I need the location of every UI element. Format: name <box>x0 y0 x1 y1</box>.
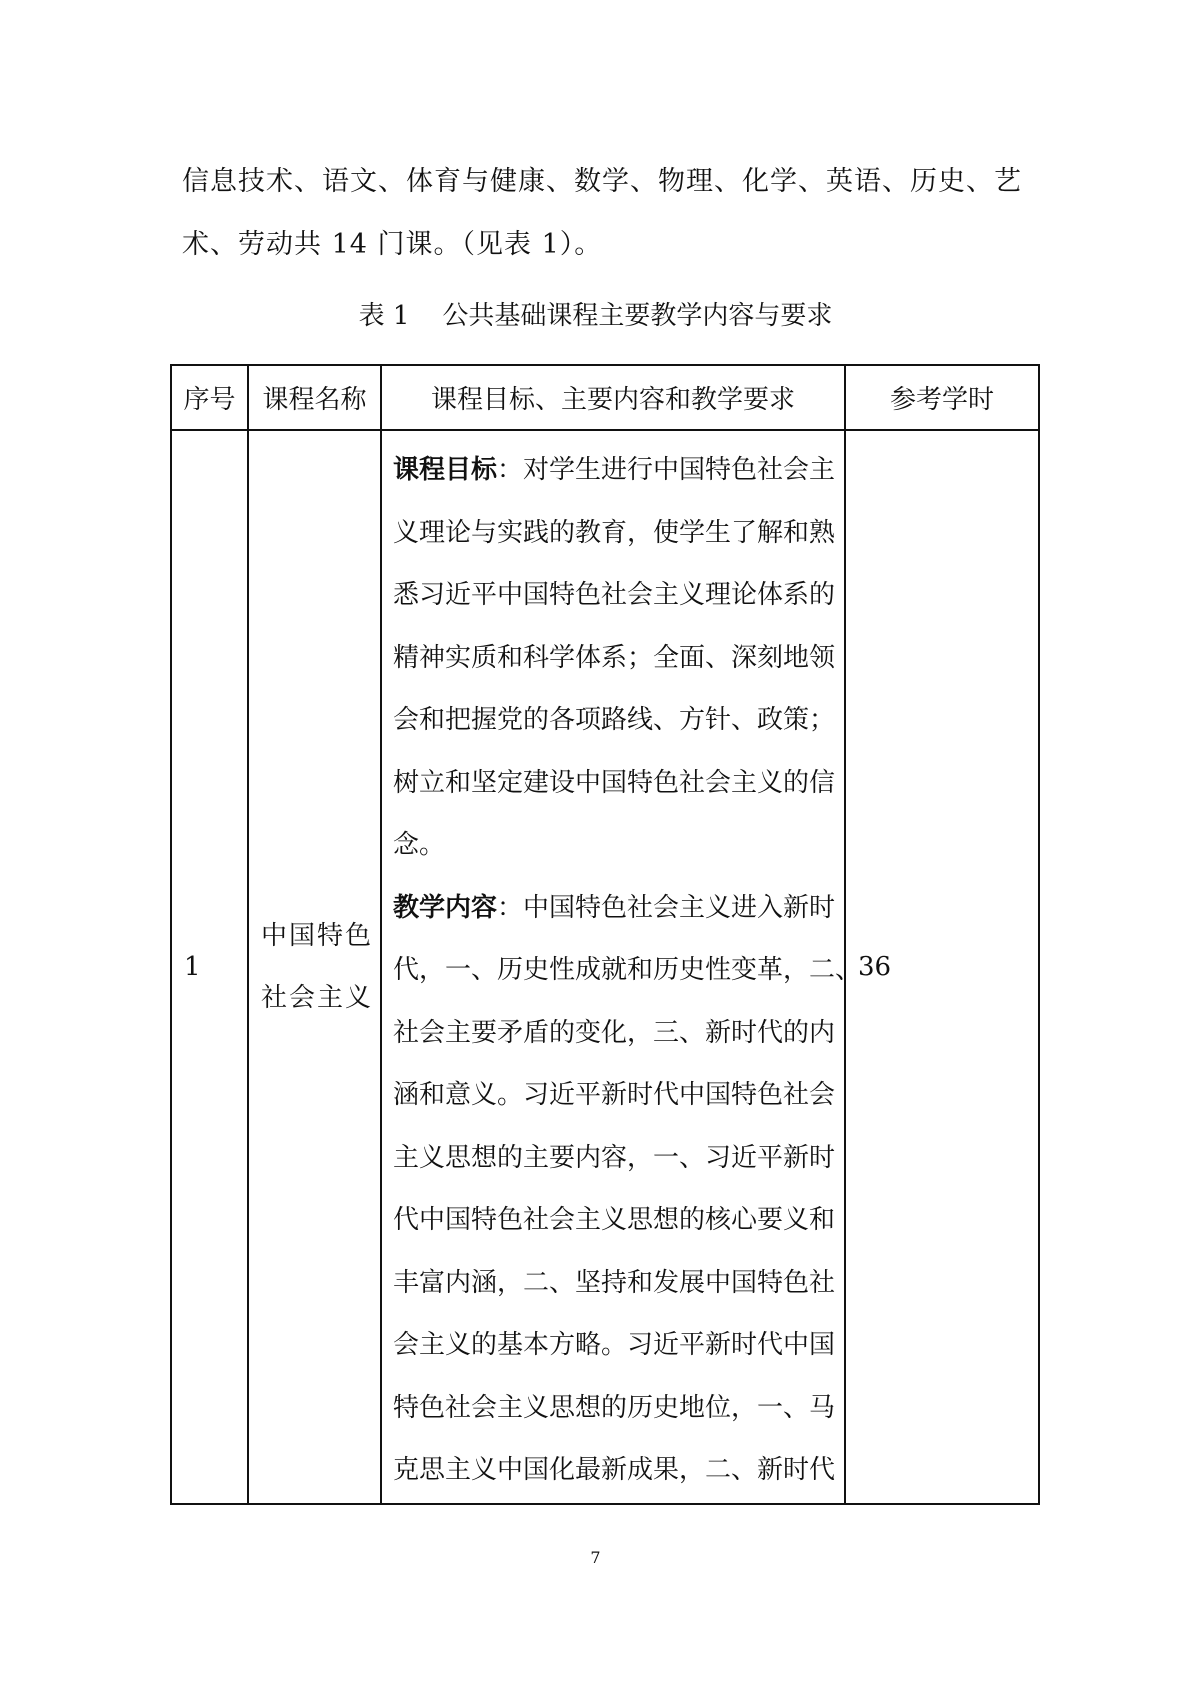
content-line: 悉习近平中国特色社会主义理论体系的 <box>393 580 836 610</box>
content-label: 教学内容 <box>393 892 498 923</box>
content-line: 代中国特色社会主义思想的核心要义和 <box>393 1205 836 1235</box>
content-line: 念。 <box>393 830 446 860</box>
cell-hours: 36 <box>845 430 1039 1504</box>
intro-line: 信息技术、语文、体育与健康、数学、物理、化学、英语、历史、艺 <box>182 166 1022 197</box>
content-line: 特色社会主义思想的历史地位，一、马 <box>393 1392 836 1423</box>
course-name-line: 社会主义 <box>261 983 374 1013</box>
content-line: 精神实质和科学体系；全面、深刻地领 <box>393 642 836 673</box>
content-line: 会和把握党的各项路线、方针、政策； <box>393 705 836 735</box>
cell-course-name <box>248 430 381 1504</box>
course-table <box>170 364 1040 1505</box>
table-row <box>171 430 1039 1504</box>
goal-label: 课程目标 <box>393 455 498 485</box>
cell-content <box>381 430 862 1504</box>
content-line: 克思主义中国化最新成果，二、新时代 <box>393 1455 836 1485</box>
content-line: 丰富内涵，二、坚持和发展中国特色社 <box>393 1267 836 1298</box>
content-line: 代，一、历史性成就和历史性变革，二、 <box>393 955 862 985</box>
cell-seq: 1 <box>171 430 248 1504</box>
course-name-line: 中国特色 <box>261 921 374 951</box>
page-number: 7 <box>590 1548 601 1567</box>
header-content: 课程目标、主要内容和教学要求 <box>381 365 845 430</box>
intro-line: 术、劳动共 14 门课。（见表 1）。 <box>182 229 603 260</box>
header-course-name: 课程名称 <box>248 365 381 430</box>
content-line: 会主义的基本方略。习近平新时代中国 <box>393 1330 836 1360</box>
content-line: 社会主要矛盾的变化，三、新时代的内 <box>393 1017 836 1048</box>
content-text: ：中国特色社会主义进入新时 <box>497 892 836 923</box>
content-line: 树立和坚定建设中国特色社会主义的信 <box>393 767 836 798</box>
table-caption: 表 1 公共基础课程主要教学内容与要求 <box>358 301 833 331</box>
goal-text: ：对学生进行中国特色社会主 <box>497 455 836 485</box>
intro-paragraph <box>182 150 1022 276</box>
header-seq: 序号 <box>171 365 248 430</box>
content-line: 涵和意义。习近平新时代中国特色社会 <box>393 1080 836 1110</box>
content-line: 主义思想的主要内容，一、习近平新时 <box>393 1142 836 1173</box>
table-header-row <box>171 365 1039 430</box>
content-line <box>393 439 836 502</box>
content-line <box>393 877 836 940</box>
header-hours: 参考学时 <box>845 365 1039 430</box>
content-line: 义理论与实践的教育，使学生了解和熟 <box>393 517 836 548</box>
